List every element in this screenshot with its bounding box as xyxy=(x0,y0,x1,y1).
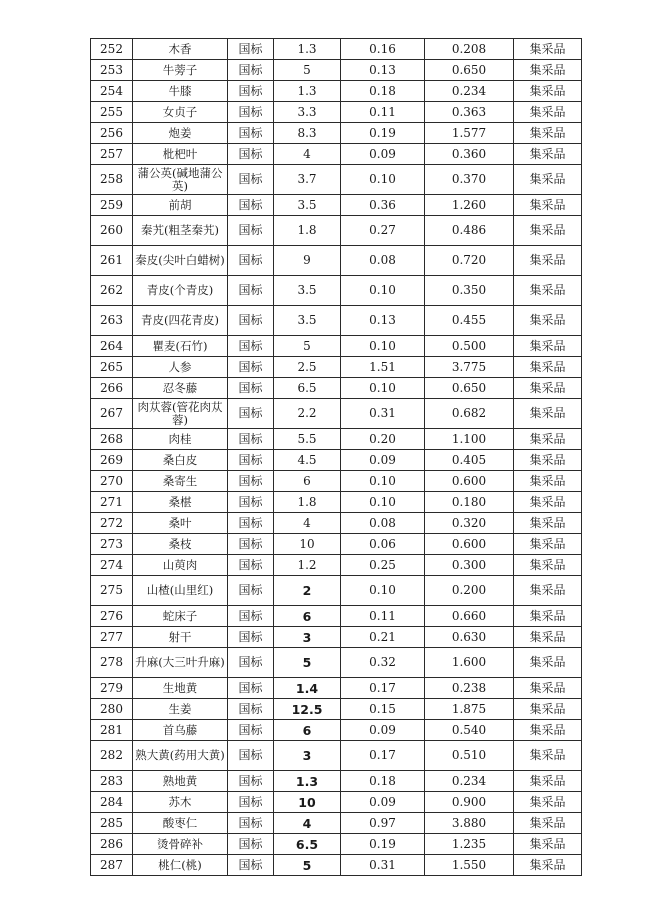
unit-price-cell: 0.10 xyxy=(341,276,425,306)
row-number-cell: 274 xyxy=(91,555,133,576)
amount-cell: 0.234 xyxy=(425,81,514,102)
unit-price-cell: 0.17 xyxy=(341,741,425,771)
standard-cell: 国标 xyxy=(228,450,274,471)
quantity-cell: 1.3 xyxy=(274,81,341,102)
herb-name-cell: 烫骨碎补 xyxy=(133,834,228,855)
quantity-cell: 4 xyxy=(274,513,341,534)
table-row xyxy=(91,123,582,144)
herb-name-cell: 苏木 xyxy=(133,792,228,813)
unit-price-cell: 0.21 xyxy=(341,627,425,648)
unit-price-cell: 0.10 xyxy=(341,471,425,492)
procurement-type-cell: 集采品 xyxy=(514,276,582,306)
quantity-cell: 1.8 xyxy=(274,216,341,246)
herb-name-cell: 炮姜 xyxy=(133,123,228,144)
amount-cell: 0.370 xyxy=(425,165,514,195)
row-number-cell: 271 xyxy=(91,492,133,513)
standard-cell: 国标 xyxy=(228,60,274,81)
amount-cell: 0.510 xyxy=(425,741,514,771)
standard-cell: 国标 xyxy=(228,195,274,216)
standard-cell: 国标 xyxy=(228,123,274,144)
procurement-type-cell: 集采品 xyxy=(514,720,582,741)
quantity-cell: 5.5 xyxy=(274,429,341,450)
table-row xyxy=(91,492,582,513)
row-number-cell: 267 xyxy=(91,399,133,429)
unit-price-cell: 0.09 xyxy=(341,792,425,813)
table-row xyxy=(91,627,582,648)
row-number-cell: 285 xyxy=(91,813,133,834)
unit-price-cell: 0.10 xyxy=(341,165,425,195)
herb-name-cell: 牛蒡子 xyxy=(133,60,228,81)
procurement-type-cell: 集采品 xyxy=(514,429,582,450)
amount-cell: 0.455 xyxy=(425,306,514,336)
standard-cell: 国标 xyxy=(228,771,274,792)
standard-cell: 国标 xyxy=(228,576,274,606)
row-number-cell: 270 xyxy=(91,471,133,492)
unit-price-cell: 0.10 xyxy=(341,336,425,357)
row-number-cell: 256 xyxy=(91,123,133,144)
amount-cell: 0.234 xyxy=(425,771,514,792)
table-row xyxy=(91,195,582,216)
herb-name-cell: 酸枣仁 xyxy=(133,813,228,834)
procurement-type-cell: 集采品 xyxy=(514,306,582,336)
herb-name-cell: 桑叶 xyxy=(133,513,228,534)
quantity-cell: 6 xyxy=(274,606,341,627)
standard-cell: 国标 xyxy=(228,627,274,648)
table-row xyxy=(91,678,582,699)
unit-price-cell: 0.27 xyxy=(341,216,425,246)
unit-price-cell: 0.10 xyxy=(341,576,425,606)
table-row xyxy=(91,855,582,876)
table-row xyxy=(91,102,582,123)
table-row xyxy=(91,699,582,720)
quantity-cell: 5 xyxy=(274,60,341,81)
table-row xyxy=(91,429,582,450)
standard-cell: 国标 xyxy=(228,513,274,534)
procurement-type-cell: 集采品 xyxy=(514,216,582,246)
quantity-cell: 2 xyxy=(274,576,341,606)
row-number-cell: 279 xyxy=(91,678,133,699)
unit-price-cell: 0.31 xyxy=(341,855,425,876)
herb-name-cell: 人参 xyxy=(133,357,228,378)
unit-price-cell: 0.97 xyxy=(341,813,425,834)
table-row xyxy=(91,60,582,81)
amount-cell: 0.900 xyxy=(425,792,514,813)
herb-name-cell: 升麻(大三叶升麻) xyxy=(133,648,228,678)
row-number-cell: 263 xyxy=(91,306,133,336)
procurement-type-cell: 集采品 xyxy=(514,60,582,81)
table-row xyxy=(91,576,582,606)
row-number-cell: 253 xyxy=(91,60,133,81)
table-row xyxy=(91,336,582,357)
procurement-type-cell: 集采品 xyxy=(514,246,582,276)
procurement-type-cell: 集采品 xyxy=(514,699,582,720)
unit-price-cell: 0.18 xyxy=(341,771,425,792)
unit-price-cell: 0.20 xyxy=(341,429,425,450)
table-row xyxy=(91,771,582,792)
table-row xyxy=(91,165,582,195)
amount-cell: 0.720 xyxy=(425,246,514,276)
table-row xyxy=(91,792,582,813)
amount-cell: 0.630 xyxy=(425,627,514,648)
herb-name-cell: 前胡 xyxy=(133,195,228,216)
procurement-type-cell: 集采品 xyxy=(514,357,582,378)
amount-cell: 0.238 xyxy=(425,678,514,699)
row-number-cell: 269 xyxy=(91,450,133,471)
row-number-cell: 257 xyxy=(91,144,133,165)
procurement-type-cell: 集采品 xyxy=(514,813,582,834)
standard-cell: 国标 xyxy=(228,813,274,834)
quantity-cell: 3.3 xyxy=(274,102,341,123)
procurement-type-cell: 集采品 xyxy=(514,195,582,216)
row-number-cell: 254 xyxy=(91,81,133,102)
standard-cell: 国标 xyxy=(228,306,274,336)
row-number-cell: 255 xyxy=(91,102,133,123)
row-number-cell: 266 xyxy=(91,378,133,399)
row-number-cell: 265 xyxy=(91,357,133,378)
quantity-cell: 6.5 xyxy=(274,378,341,399)
unit-price-cell: 0.10 xyxy=(341,492,425,513)
table-row xyxy=(91,741,582,771)
standard-cell: 国标 xyxy=(228,429,274,450)
unit-price-cell: 0.09 xyxy=(341,720,425,741)
procurement-type-cell: 集采品 xyxy=(514,81,582,102)
row-number-cell: 268 xyxy=(91,429,133,450)
amount-cell: 0.600 xyxy=(425,471,514,492)
herb-name-cell: 桑寄生 xyxy=(133,471,228,492)
procurement-type-cell: 集采品 xyxy=(514,627,582,648)
unit-price-cell: 0.08 xyxy=(341,513,425,534)
table-row xyxy=(91,378,582,399)
herb-name-cell: 肉桂 xyxy=(133,429,228,450)
row-number-cell: 262 xyxy=(91,276,133,306)
unit-price-cell: 0.25 xyxy=(341,555,425,576)
table-row xyxy=(91,276,582,306)
unit-price-cell: 0.16 xyxy=(341,39,425,60)
procurement-type-cell: 集采品 xyxy=(514,378,582,399)
table-row xyxy=(91,81,582,102)
table-row xyxy=(91,648,582,678)
quantity-cell: 4 xyxy=(274,813,341,834)
procurement-type-cell: 集采品 xyxy=(514,144,582,165)
unit-price-cell: 0.11 xyxy=(341,606,425,627)
table-row xyxy=(91,606,582,627)
unit-price-cell: 0.11 xyxy=(341,102,425,123)
table-row xyxy=(91,216,582,246)
unit-price-cell: 0.08 xyxy=(341,246,425,276)
herb-name-cell: 熟大黄(药用大黄) xyxy=(133,741,228,771)
quantity-cell: 5 xyxy=(274,648,341,678)
quantity-cell: 5 xyxy=(274,855,341,876)
procurement-type-cell: 集采品 xyxy=(514,471,582,492)
quantity-cell: 2.2 xyxy=(274,399,341,429)
quantity-cell: 9 xyxy=(274,246,341,276)
herb-name-cell: 木香 xyxy=(133,39,228,60)
amount-cell: 0.405 xyxy=(425,450,514,471)
herb-name-cell: 枇杷叶 xyxy=(133,144,228,165)
quantity-cell: 3 xyxy=(274,627,341,648)
unit-price-cell: 0.36 xyxy=(341,195,425,216)
quantity-cell: 1.2 xyxy=(274,555,341,576)
amount-cell: 0.600 xyxy=(425,534,514,555)
quantity-cell: 12.5 xyxy=(274,699,341,720)
amount-cell: 0.540 xyxy=(425,720,514,741)
procurement-type-cell: 集采品 xyxy=(514,834,582,855)
procurement-type-cell: 集采品 xyxy=(514,534,582,555)
herb-name-cell: 山楂(山里红) xyxy=(133,576,228,606)
table-row xyxy=(91,357,582,378)
herb-name-cell: 肉苁蓉(管花肉苁蓉) xyxy=(133,399,228,429)
amount-cell: 0.486 xyxy=(425,216,514,246)
row-number-cell: 286 xyxy=(91,834,133,855)
herb-name-cell: 山萸肉 xyxy=(133,555,228,576)
procurement-type-cell: 集采品 xyxy=(514,102,582,123)
quantity-cell: 10 xyxy=(274,792,341,813)
unit-price-cell: 0.06 xyxy=(341,534,425,555)
standard-cell: 国标 xyxy=(228,276,274,306)
procurement-type-cell: 集采品 xyxy=(514,741,582,771)
row-number-cell: 283 xyxy=(91,771,133,792)
herb-name-cell: 桑椹 xyxy=(133,492,228,513)
table-row xyxy=(91,450,582,471)
herb-name-cell: 忍冬藤 xyxy=(133,378,228,399)
procurement-type-cell: 集采品 xyxy=(514,165,582,195)
procurement-type-cell: 集采品 xyxy=(514,771,582,792)
row-number-cell: 282 xyxy=(91,741,133,771)
quantity-cell: 6 xyxy=(274,471,341,492)
amount-cell: 1.100 xyxy=(425,429,514,450)
quantity-cell: 1.3 xyxy=(274,771,341,792)
herb-name-cell: 青皮(个青皮) xyxy=(133,276,228,306)
procurement-type-cell: 集采品 xyxy=(514,678,582,699)
amount-cell: 3.775 xyxy=(425,357,514,378)
amount-cell: 1.550 xyxy=(425,855,514,876)
procurement-type-cell: 集采品 xyxy=(514,513,582,534)
quantity-cell: 8.3 xyxy=(274,123,341,144)
procurement-type-cell: 集采品 xyxy=(514,792,582,813)
standard-cell: 国标 xyxy=(228,792,274,813)
amount-cell: 0.300 xyxy=(425,555,514,576)
quantity-cell: 2.5 xyxy=(274,357,341,378)
unit-price-cell: 0.32 xyxy=(341,648,425,678)
table-body xyxy=(91,39,582,876)
unit-price-cell: 0.17 xyxy=(341,678,425,699)
procurement-type-cell: 集采品 xyxy=(514,606,582,627)
amount-cell: 1.600 xyxy=(425,648,514,678)
quantity-cell: 10 xyxy=(274,534,341,555)
herb-name-cell: 生姜 xyxy=(133,699,228,720)
unit-price-cell: 1.51 xyxy=(341,357,425,378)
standard-cell: 国标 xyxy=(228,555,274,576)
amount-cell: 0.682 xyxy=(425,399,514,429)
standard-cell: 国标 xyxy=(228,81,274,102)
unit-price-cell: 0.09 xyxy=(341,450,425,471)
table-row xyxy=(91,534,582,555)
procurement-type-cell: 集采品 xyxy=(514,123,582,144)
row-number-cell: 264 xyxy=(91,336,133,357)
amount-cell: 1.577 xyxy=(425,123,514,144)
standard-cell: 国标 xyxy=(228,144,274,165)
row-number-cell: 275 xyxy=(91,576,133,606)
unit-price-cell: 0.09 xyxy=(341,144,425,165)
amount-cell: 1.260 xyxy=(425,195,514,216)
standard-cell: 国标 xyxy=(228,720,274,741)
table-row xyxy=(91,399,582,429)
table-row xyxy=(91,144,582,165)
table-row xyxy=(91,720,582,741)
quantity-cell: 4.5 xyxy=(274,450,341,471)
quantity-cell: 3.5 xyxy=(274,306,341,336)
standard-cell: 国标 xyxy=(228,357,274,378)
quantity-cell: 3.7 xyxy=(274,165,341,195)
quantity-cell: 1.8 xyxy=(274,492,341,513)
quantity-cell: 4 xyxy=(274,144,341,165)
standard-cell: 国标 xyxy=(228,855,274,876)
table-row xyxy=(91,813,582,834)
quantity-cell: 6 xyxy=(274,720,341,741)
amount-cell: 0.363 xyxy=(425,102,514,123)
row-number-cell: 259 xyxy=(91,195,133,216)
procurement-type-cell: 集采品 xyxy=(514,576,582,606)
row-number-cell: 280 xyxy=(91,699,133,720)
quantity-cell: 3.5 xyxy=(274,195,341,216)
standard-cell: 国标 xyxy=(228,834,274,855)
herb-name-cell: 生地黄 xyxy=(133,678,228,699)
procurement-type-cell: 集采品 xyxy=(514,855,582,876)
herb-name-cell: 蛇床子 xyxy=(133,606,228,627)
quantity-cell: 1.4 xyxy=(274,678,341,699)
unit-price-cell: 0.15 xyxy=(341,699,425,720)
standard-cell: 国标 xyxy=(228,678,274,699)
table-row xyxy=(91,471,582,492)
table-row xyxy=(91,246,582,276)
amount-cell: 0.360 xyxy=(425,144,514,165)
standard-cell: 国标 xyxy=(228,534,274,555)
row-number-cell: 273 xyxy=(91,534,133,555)
standard-cell: 国标 xyxy=(228,699,274,720)
herb-name-cell: 蒲公英(碱地蒲公英) xyxy=(133,165,228,195)
quantity-cell: 3 xyxy=(274,741,341,771)
row-number-cell: 277 xyxy=(91,627,133,648)
row-number-cell: 261 xyxy=(91,246,133,276)
standard-cell: 国标 xyxy=(228,39,274,60)
standard-cell: 国标 xyxy=(228,399,274,429)
herb-name-cell: 射干 xyxy=(133,627,228,648)
row-number-cell: 281 xyxy=(91,720,133,741)
herb-name-cell: 首乌藤 xyxy=(133,720,228,741)
procurement-type-cell: 集采品 xyxy=(514,39,582,60)
amount-cell: 0.208 xyxy=(425,39,514,60)
herb-name-cell: 秦艽(粗茎秦艽) xyxy=(133,216,228,246)
row-number-cell: 278 xyxy=(91,648,133,678)
amount-cell: 0.320 xyxy=(425,513,514,534)
procurement-type-cell: 集采品 xyxy=(514,450,582,471)
herb-name-cell: 桃仁(桃) xyxy=(133,855,228,876)
standard-cell: 国标 xyxy=(228,102,274,123)
row-number-cell: 252 xyxy=(91,39,133,60)
table-row xyxy=(91,834,582,855)
amount-cell: 0.200 xyxy=(425,576,514,606)
row-number-cell: 260 xyxy=(91,216,133,246)
procurement-type-cell: 集采品 xyxy=(514,555,582,576)
procurement-type-cell: 集采品 xyxy=(514,336,582,357)
unit-price-cell: 0.13 xyxy=(341,60,425,81)
procurement-type-cell: 集采品 xyxy=(514,399,582,429)
row-number-cell: 284 xyxy=(91,792,133,813)
amount-cell: 0.660 xyxy=(425,606,514,627)
standard-cell: 国标 xyxy=(228,378,274,399)
standard-cell: 国标 xyxy=(228,246,274,276)
standard-cell: 国标 xyxy=(228,471,274,492)
row-number-cell: 276 xyxy=(91,606,133,627)
unit-price-cell: 0.31 xyxy=(341,399,425,429)
amount-cell: 1.235 xyxy=(425,834,514,855)
table-row xyxy=(91,39,582,60)
herb-name-cell: 秦皮(尖叶白蜡树) xyxy=(133,246,228,276)
procurement-type-cell: 集采品 xyxy=(514,492,582,513)
amount-cell: 0.650 xyxy=(425,60,514,81)
herb-name-cell: 牛膝 xyxy=(133,81,228,102)
table-row xyxy=(91,513,582,534)
quantity-cell: 1.3 xyxy=(274,39,341,60)
table-row xyxy=(91,306,582,336)
herb-name-cell: 女贞子 xyxy=(133,102,228,123)
herb-name-cell: 桑枝 xyxy=(133,534,228,555)
row-number-cell: 272 xyxy=(91,513,133,534)
standard-cell: 国标 xyxy=(228,336,274,357)
quantity-cell: 5 xyxy=(274,336,341,357)
amount-cell: 0.500 xyxy=(425,336,514,357)
table-row xyxy=(91,555,582,576)
quantity-cell: 6.5 xyxy=(274,834,341,855)
herb-name-cell: 桑白皮 xyxy=(133,450,228,471)
amount-cell: 0.350 xyxy=(425,276,514,306)
herb-name-cell: 熟地黄 xyxy=(133,771,228,792)
herb-name-cell: 青皮(四花青皮) xyxy=(133,306,228,336)
herb-name-cell: 瞿麦(石竹) xyxy=(133,336,228,357)
herb-price-table-container xyxy=(90,38,581,876)
amount-cell: 3.880 xyxy=(425,813,514,834)
standard-cell: 国标 xyxy=(228,606,274,627)
procurement-type-cell: 集采品 xyxy=(514,648,582,678)
row-number-cell: 258 xyxy=(91,165,133,195)
standard-cell: 国标 xyxy=(228,165,274,195)
row-number-cell: 287 xyxy=(91,855,133,876)
unit-price-cell: 0.18 xyxy=(341,81,425,102)
quantity-cell: 3.5 xyxy=(274,276,341,306)
amount-cell: 1.875 xyxy=(425,699,514,720)
herb-price-table xyxy=(90,38,582,876)
standard-cell: 国标 xyxy=(228,648,274,678)
standard-cell: 国标 xyxy=(228,492,274,513)
amount-cell: 0.180 xyxy=(425,492,514,513)
amount-cell: 0.650 xyxy=(425,378,514,399)
unit-price-cell: 0.19 xyxy=(341,834,425,855)
unit-price-cell: 0.10 xyxy=(341,378,425,399)
standard-cell: 国标 xyxy=(228,216,274,246)
unit-price-cell: 0.19 xyxy=(341,123,425,144)
unit-price-cell: 0.13 xyxy=(341,306,425,336)
standard-cell: 国标 xyxy=(228,741,274,771)
